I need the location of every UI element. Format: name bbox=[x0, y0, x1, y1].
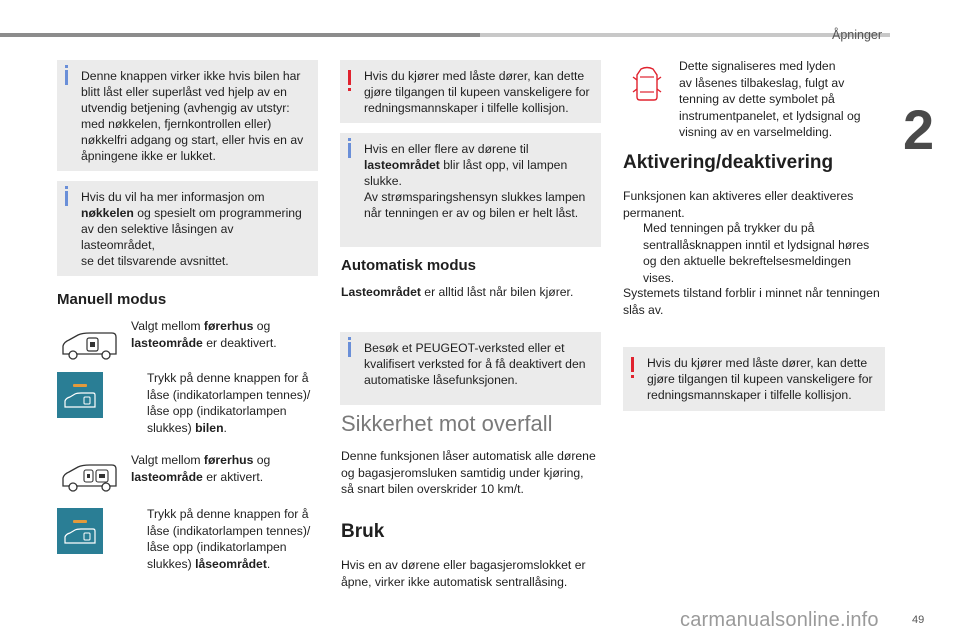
activation-title: Aktivering/deaktivering bbox=[623, 152, 834, 173]
info-icon bbox=[348, 342, 351, 357]
info-box-more-info: Hvis du vil ha mer informasjon om nøkkelen og spesielt om programmering av den selektive låsingen av lasteområdet, se det tilsvarende avsnittet. bbox=[57, 181, 318, 276]
van-cab-lock-icon bbox=[60, 330, 120, 362]
item-cab-deactivated: Valgt mellom førerhus og lasteområde er deaktivert. bbox=[131, 319, 277, 350]
item-lock-vehicle: Trykk på denne knappen for å låse (indikatorlampen tennes)/ låse opp (indikatorlampen slukkes) bilen. bbox=[147, 371, 311, 435]
watermark: carmanualsonline.info bbox=[680, 609, 879, 631]
info-box-workshop: Besøk et PEUGEOT-verksted eller et kvalifisert verksted for å få deaktivert den automatiske låsefunksjonen. bbox=[340, 332, 601, 405]
automatic-mode-text: Lasteområdet er alltid låst når bilen kjører. bbox=[341, 285, 574, 299]
item-cargo-activated: Valgt mellom førerhus og lasteområde er aktivert. bbox=[131, 453, 271, 484]
warning-icon bbox=[631, 357, 634, 372]
warning-icon bbox=[348, 70, 351, 85]
page-number: 49 bbox=[912, 614, 925, 626]
car-door-warning-icon bbox=[632, 65, 662, 103]
van-cargo-lock-icon bbox=[60, 462, 120, 494]
header-bar-dark bbox=[0, 33, 480, 37]
lock-button-icon bbox=[57, 372, 103, 418]
info-icon bbox=[348, 143, 351, 158]
safety-text: Denne funksjonen låser automatisk alle dørene og bagasjeromsluken samtidig under kjøring, så snart bilen overskrider 10 km/t. bbox=[341, 449, 596, 496]
info-box-button-disabled: Denne knappen virker ikke hvis bilen har blitt låst eller superlåst ved hjelp av en utvendig betjening (avhengig av utstyr: med nøkkelen, fjernkontrollen eller) nøkkelfri adgang og start, eller hvis en av åpningene ikke er lukket. bbox=[57, 60, 318, 171]
item-lock-cargo: Trykk på denne knappen for å låse (indikatorlampen tennes)/ låse opp (indikatorlampen slukkes) låseområdet. bbox=[147, 507, 311, 571]
activation-memory: Systemets tilstand forblir i minnet når tenningen slås av. bbox=[623, 286, 880, 317]
warning-box-locked-doors-2: Hvis du kjører med låste dører, kan dette gjøre tilgangen til kupeen vanskeligere for redningsmannskaper i tilfelle kollisjon. bbox=[623, 347, 885, 411]
info-icon bbox=[65, 191, 68, 206]
manual-mode-title: Manuell modus bbox=[57, 291, 167, 308]
automatic-mode-title: Automatisk modus bbox=[341, 257, 477, 274]
header-bar-light bbox=[480, 33, 890, 37]
section-name: Åpninger bbox=[832, 28, 883, 42]
signal-text: Dette signaliseres med lyden av låsenes tilbakeslag, fulgt av tenning av dette symbolet på instrumentpanelet, et lydsignal og visning av en varselmelding. bbox=[679, 59, 861, 139]
chapter-number: 2 bbox=[903, 98, 935, 161]
info-box-lamp: Hvis en eller flere av dørene til lasteområdet blir låst opp, vil lampen slukke. Av strømsparingshensyn slukkes lampen når tenningen er av og bilen er helt låst. bbox=[340, 133, 601, 247]
info-icon bbox=[65, 70, 68, 85]
activation-step: Med tenningen på trykker du på sentrallåsknappen inntil et lydsignal høres og den aktuelle bekreftelsesmeldingen vises. bbox=[643, 221, 870, 285]
warning-box-locked-doors: Hvis du kjører med låste dører, kan dette gjøre tilgangen til kupeen vanskeligere for redningsmannskaper i tilfelle kollisjon. bbox=[340, 60, 601, 123]
use-title: Bruk bbox=[341, 521, 385, 542]
use-text: Hvis en av dørene eller bagasjeromslokket er åpne, virker ikke automatisk sentrallåsing. bbox=[341, 558, 586, 589]
safety-title: Sikkerhet mot overfall bbox=[341, 411, 553, 436]
activation-text: Funksjonen kan aktiveres eller deaktiveres permanent. bbox=[623, 189, 854, 220]
lock-button-icon bbox=[57, 508, 103, 554]
